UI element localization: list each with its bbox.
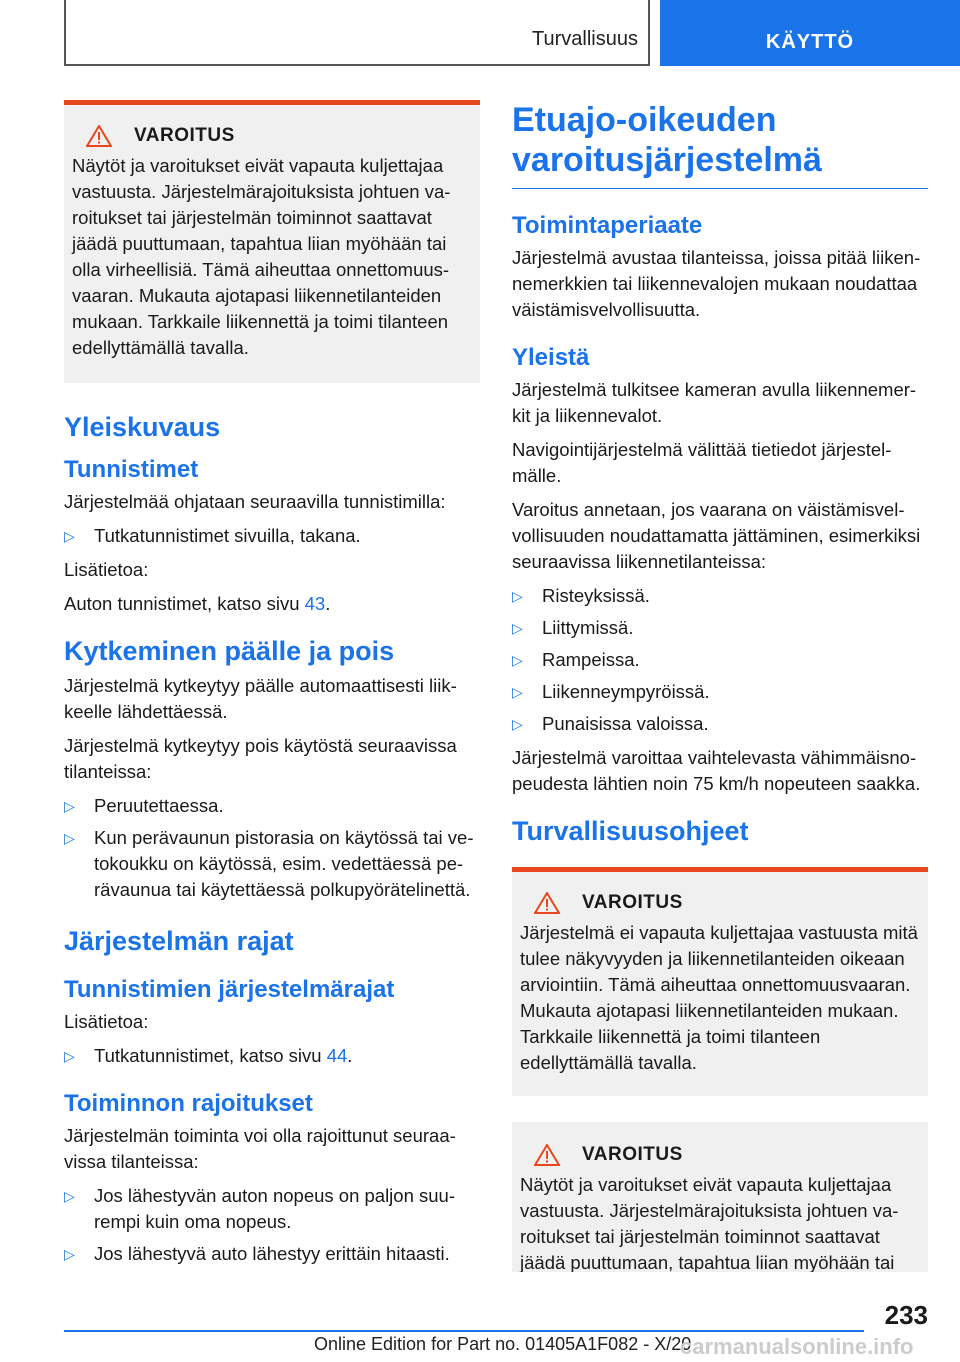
triangle-right-icon: ▷: [64, 528, 75, 544]
heading-toimintaperiaate: Toimintaperiaate: [512, 212, 703, 239]
warning-title: VAROITUS: [582, 1144, 683, 1165]
header-section-title: Turvallisuus: [532, 28, 638, 50]
list-item: ▷ Tutkatunnistimet, katso sivu 44.: [64, 1043, 480, 1069]
paragraph: Järjestelmä kytkeytyy päälle automaattisesti liikkeelle lähdettäessä.: [64, 675, 457, 722]
warning-triangle-icon: [534, 892, 560, 914]
heading-rajat: Järjestelmän rajat: [64, 926, 294, 956]
warning-header: [72, 125, 472, 147]
bullet-list: [512, 583, 928, 737]
page-link-43[interactable]: 43: [304, 593, 326, 614]
warning-box: [512, 1122, 928, 1272]
triangle-right-icon: ▷: [512, 716, 523, 732]
paragraph: Järjestelmä avustaa tilanteissa, joissa pitää liikennemerkkien tai liikennevalojen mukaan noudattaa väistämisvelvollisuutta.: [512, 247, 921, 320]
warning-header: [520, 892, 920, 914]
heading-yleiskuvaus: Yleiskuvaus: [64, 412, 221, 442]
paragraph: Varoitus annetaan, jos vaarana on väistämisvelvollisuuden noudattamatta jättäminen, esimerkiksi seuraavissa liikennetilanteissa:: [512, 499, 921, 572]
heading-tunnistimet: Tunnistimet: [64, 456, 199, 483]
list-item: ▷ Jos lähestyvä auto lähestyy erittäin hitaasti.: [64, 1241, 480, 1267]
paragraph: Järjestelmää ohjataan seuraavilla tunnistimilla:: [64, 491, 446, 512]
heading-tunnistimien-rajat: Tunnistimien järjestelmärajat: [64, 976, 395, 1003]
list-item: ▷ Jos lähestyvän auton nopeus on paljon suurempi kuin oma nopeus.: [64, 1183, 480, 1235]
header-chapter-tab: KÄYTTÖ: [660, 0, 960, 66]
bullet-list: [64, 793, 480, 903]
list-item: ▷ Rampeissa.: [512, 647, 928, 673]
warning-triangle-icon: [534, 1144, 560, 1166]
bullet-list: [64, 1043, 480, 1069]
warning-text: Näytöt ja varoitukset eivät vapauta kuljettajaa vastuusta. Järjestelmärajoituksista johtuen varoitukset tai järjestelmän toiminnot saattavat jäädä puuttumaan, tapahtua liian myöhään tai: [520, 1174, 899, 1272]
heading-yleista: Yleistä: [512, 344, 590, 371]
paragraph: Navigointijärjestelmä välittää tietiedot järjestelmälle.: [512, 439, 892, 486]
warning-text: Näytöt ja varoitukset eivät vapauta kuljettajaa vastuusta. Järjestelmärajoituksista johtuen varoitukset tai järjestelmän toiminnot saattavat jäädä puuttumaan, tapahtua liian myöhään tai olla virheellisiä. Tämä aiheuttaa onnettomuusvaaran. Mukauta ajotapasi liikennetilanteiden mukaan. Tarkkaile liikennettä ja toimi tilanteen edellyttämällä tavalla.: [72, 155, 451, 358]
list-item: ▷ Tutkatunnistimet sivuilla, takana.: [64, 523, 480, 549]
heading-toiminnon-rajoitukset: Toiminnon rajoitukset: [64, 1090, 313, 1117]
paragraph-with-link: Auton tunnistimet, katso sivu 43.: [64, 593, 331, 614]
footer-edition: Online Edition for Part no. 01405A1F082 - X/20: [314, 1334, 692, 1354]
paragraph: Järjestelmä kytkeytyy pois käytöstä seuraavissa tilanteissa:: [64, 735, 457, 782]
page-number: 233: [884, 1300, 928, 1330]
list-item: ▷ Liittymissä.: [512, 615, 928, 641]
footer-divider: [64, 1330, 864, 1332]
warning-header: [520, 1144, 920, 1166]
warning-box: [512, 867, 928, 1096]
paragraph: Järjestelmä tulkitsee kameran avulla liikennemerkit ja liikennevalot.: [512, 379, 917, 426]
warning-title: VAROITUS: [134, 125, 235, 146]
paragraph: Lisätietoa:: [64, 559, 149, 580]
bullet-list: [64, 1183, 480, 1267]
watermark: carmanualsonline.info: [680, 1334, 914, 1359]
list-item: ▷ Liikenneympyröissä.: [512, 679, 928, 705]
warning-title: VAROITUS: [582, 892, 683, 913]
triangle-right-icon: ▷: [64, 798, 75, 814]
warning-box: [64, 100, 480, 383]
heading-kytkeminen: Kytkeminen päälle ja pois: [64, 636, 395, 666]
triangle-right-icon: ▷: [64, 830, 75, 846]
list-item: ▷ Kun perävaunun pistorasia on käytössä tai vetokoukku on käytössä, esim. vedettäessä perävaunua tai käytettäessä polkupyörätelinettä.: [64, 825, 480, 903]
list-item: ▷ Risteyksissä.: [512, 583, 928, 609]
triangle-right-icon: ▷: [512, 684, 523, 700]
triangle-right-icon: ▷: [512, 588, 523, 604]
warning-text: Järjestelmä ei vapauta kuljettajaa vastuusta mitä tulee näkyvyyden ja liikennetilanteiden oikeaan arviointiin. Tämä aiheuttaa onnettomuusvaaran. Mukauta ajotapasi liikennetilanteiden mukaan. Tarkkaile liikennettä ja toimi tilanteen edellyttämällä tavalla.: [520, 922, 918, 1073]
triangle-right-icon: ▷: [512, 652, 523, 668]
list-item: ▷ Peruutettaessa.: [64, 793, 480, 819]
list-item: ▷ Punaisissa valoissa.: [512, 711, 928, 737]
triangle-right-icon: ▷: [512, 620, 523, 636]
triangle-right-icon: ▷: [64, 1048, 75, 1064]
triangle-right-icon: ▷: [64, 1188, 75, 1204]
left-column: [64, 100, 480, 1275]
right-column: [512, 100, 928, 1272]
triangle-right-icon: ▷: [64, 1246, 75, 1262]
page-header: [64, 0, 960, 66]
paragraph: Järjestelmä varoittaa vaihtelevasta vähimmäisnopeudesta lähtien noin 75 km/h nopeuteen saakka.: [512, 747, 921, 794]
heading-turvallisuusohjeet: Turvallisuusohjeet: [512, 816, 749, 846]
bullet-list: [64, 523, 480, 549]
paragraph: Lisätietoa:: [64, 1011, 149, 1032]
warning-triangle-icon: [86, 125, 112, 147]
page-title: Etuajo-oikeuden varoitusjärjestelmä: [512, 100, 928, 189]
paragraph: Järjestelmän toiminta voi olla rajoittunut seuraavissa tilanteissa:: [64, 1125, 456, 1172]
page-link-44[interactable]: 44: [326, 1045, 348, 1066]
